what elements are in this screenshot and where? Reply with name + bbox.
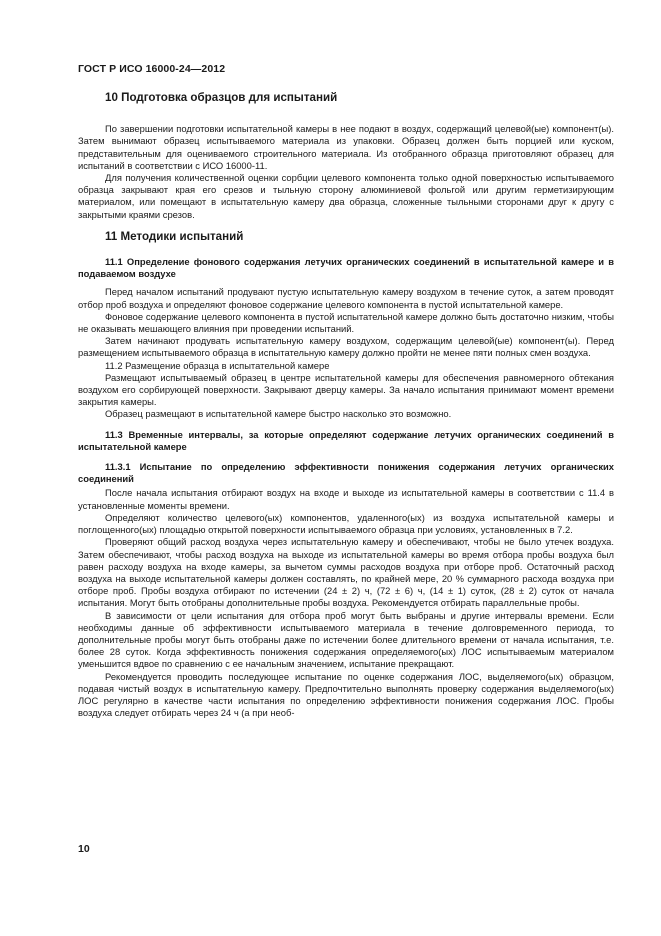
subsection-11-2-heading: 11.2 Размещение образца в испытательной камере xyxy=(105,359,330,371)
subsection-11-3-1-heading: 11.3.1 Испытание по определению эффективности понижения содержания летучих органических соединений xyxy=(78,461,614,485)
subsection-11-3-1-paragraph: Определяют количество целевого(ых) компонентов, удаленного(ых) из воздуха испытательной камеры и поглощенного(ых) площадью открытой поверхности испытываемого образца при условиях, установленных в 7.2. xyxy=(78,511,614,536)
subsection-11-3-heading: 11.3 Временные интервалы, за которые определяют содержание летучих органических соединений в испытательной камере xyxy=(78,428,614,452)
section-10-heading: 10 Подготовка образцов для испытаний xyxy=(105,91,338,104)
section-11-heading: 11 Методики испытаний xyxy=(105,229,244,243)
subsection-11-1-paragraph: Затем начинают продувать испытательную камеру воздухом, содержащим целевой(ые) компонент(ы). Перед размещением испытываемого образца в испытательную камеру должно пройти не менее пяти полных смен воздуха. xyxy=(78,335,614,359)
subsection-11-1-paragraph: Фоновое содержание целевого компонента в пустой испытательной камере должно быть достаточно низким, чтобы не оказывать мешающего влияния при проведении испытаний. xyxy=(78,310,614,335)
section-10-paragraph: Для получения количественной оценки сорбции целевого компонента только одной поверхностью испытываемого образца закрывают края его срезов и тыльную сторону алюминиевой фольгой или другим герметизирующим материалом, или помещают в испытательную камеру два образца, сложенные тыльными сторонами друг к другу с закрытыми краями срезов. xyxy=(78,172,614,220)
subsection-11-3-1-paragraph: Проверяют общий расход воздуха через испытательную камеру и обеспечивают, чтобы не было утечек воздуха. Затем обеспечивают, чтобы расход воздуха на выходе из испытательной камеры во время отбора пробы воздуха был равен расходу воздуха на входе камеры, за вычетом суммы расходов воздуха при отборе проб. Остаточный расход воздуха на выходе испытательной камеры должен составлять, по крайней мере, 20 % суммарного расхода воздуха при отборе проб. Пробы воздуха отбирают по истечении (24 ± 2) ч, (72 ± 6) ч, (14 ± 1) суток, (28 ± 2) суток от начала испытания. Могут быть отобраны дополнительные пробы воздуха. Рекомендуется отбирать параллельные пробы. xyxy=(78,536,614,609)
subsection-11-3-1-paragraph: Рекомендуется проводить последующее испытание по оценке содержания ЛОС, выделяемого(ых) образцом, подавая чистый воздух в испытательную камеру. Предпочтительно выполнять проверку содержания выделяемого(ых) ЛОС регулярно в качестве части испытания по определению эффективности понижения содержания ЛОС. Пробы воздуха следует отбирать через 24 ч (а при необ- xyxy=(78,670,614,719)
page-number: 10 xyxy=(78,843,90,855)
subsection-11-2-paragraph: Размещают испытываемый образец в центре испытательной камеры для обеспечения равномерного обтекания воздухом его сорбирующей поверхности. Закрывают дверцу камеры. За начало испытания принимают момент времени закрытия камеры. xyxy=(78,371,614,408)
subsection-11-1-paragraph: Перед началом испытаний продувают пустую испытательную камеру воздухом в течение суток, а затем проводят отбор проб воздуха и определяют фоновое содержание целевого компонента в пустой испытательной камере. xyxy=(78,286,614,310)
page-body xyxy=(78,92,614,719)
subsection-11-3-1-paragraph: После начала испытания отбирают воздух на входе и выходе из испытательной камеры в соответствии с 11.4 в установленные моменты времени. xyxy=(78,487,614,511)
subsection-11-3-1-paragraph: В зависимости от цели испытания для отбора проб могут быть выбраны и другие интервалы времени. Если необходимы данные об эффективности испытываемого материала в течение долговременного периода, то дополнительные пробы могут быть отобраны даже по истечении более длительного времени от начала испытания, т.е. более 28 суток. Когда эффективность понижения содержания определяемого(ых) ЛОС испытываемым материалом уменьшится вдвое по сравнению с ее начальным значением, испытание прекращают. xyxy=(78,609,614,670)
subsection-11-1-heading: 11.1 Определение фонового содержания летучих органических соединений в испытательной камере и в подаваемом воздухе xyxy=(78,256,614,280)
section-10-paragraph: По завершении подготовки испытательной камеры в нее подают в воздух, содержащий целевой(ые) компонент(ы). Затем вынимают образец испытываемого материала из упаковки. Образец должен быть порцией или куском, представительным для оцениваемого строительного материала. Из отобранного образца приготовляют образец для испытаний в соответствии с ИСО 16000-11. xyxy=(78,123,614,171)
subsection-11-2-paragraph: Образец размещают в испытательной камере быстро насколько это возможно. xyxy=(105,408,452,420)
document-header: ГОСТ Р ИСО 16000-24—2012 xyxy=(78,63,226,75)
